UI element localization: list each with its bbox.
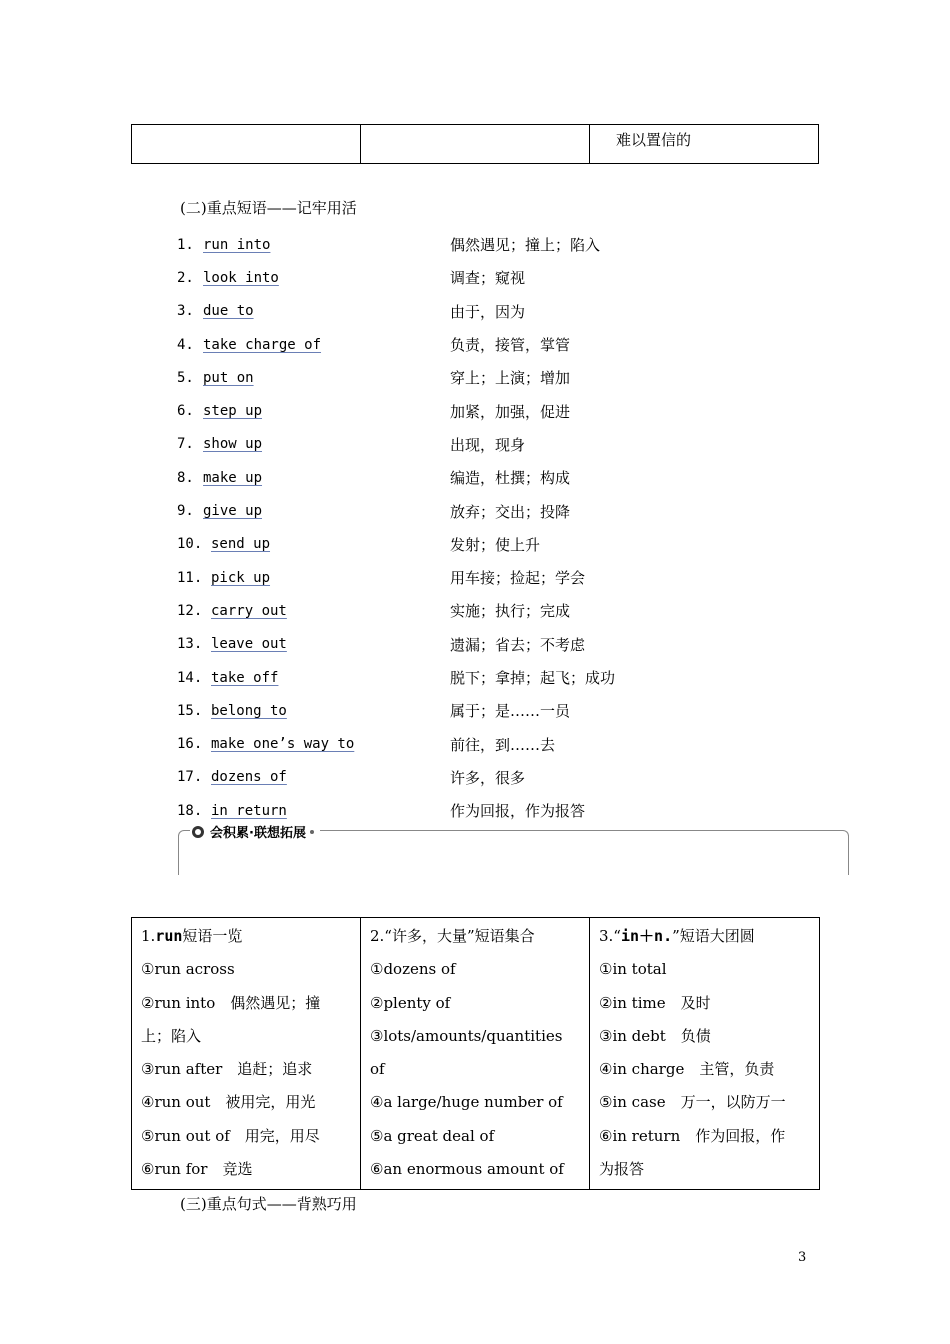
accumulation-box-title: 会积累·联想拓展 [210,826,306,841]
grid-col1-line: ③run after 追赶；追求 [141,1060,313,1079]
grid-col2-line: ②plenty of [370,993,451,1012]
dot-icon [310,830,314,834]
phrase-number: 10. [177,536,203,553]
phrase-english: leave out [211,636,287,653]
phrase-chinese: 脱下；拿掉；起飞；成功 [450,669,616,687]
grid-col3-line: ②in time 及时 [599,993,711,1012]
phrase-english: put on [203,369,254,386]
phrase-chinese: 放弃；交出；投降 [450,502,571,521]
grid-col1-head: 1.run短语一览 [141,927,243,945]
phrase-english: due to [203,303,254,320]
phrase-row [177,594,737,627]
phrase-row [177,261,737,294]
phrase-chinese: 加紧，加强，促进 [450,402,571,421]
phrase-english: look into [203,269,279,286]
grid-col2-line: ①dozens of [370,960,456,979]
phrase-number: 4. [177,336,194,353]
phrase-row [177,428,737,461]
phrase-number: 13. [177,636,203,653]
grid-col2-line: ⑥an enormous amount of [370,1160,564,1179]
phrase-chinese: 实施；执行；完成 [450,602,571,621]
phrase-chinese: 调查；窥视 [450,269,526,288]
phrase-chinese: 偶然遇见；撞上；陷入 [450,236,601,255]
phrase-english: carry out [211,602,287,619]
phrase-list [177,228,737,827]
page-number: 3 [798,1250,807,1265]
grid-col2-line: ③lots/amounts/quantities [370,1026,563,1045]
grid-col1-line: ⑤run out of 用完，用尽 [141,1126,320,1145]
grid-col3-line: ⑤in case 万一，以防万一 [599,1093,786,1112]
phrase-chinese: 作为回报，作为报答 [450,802,586,821]
grid-col3-line: 为报答 [599,1160,645,1179]
phrase-row [177,494,737,527]
phrase-row [177,561,737,594]
accumulation-box-label [190,822,320,841]
phrase-english: make up [203,469,263,486]
grid-col2-head: 2.“许多，大量”短语集合 [370,927,535,945]
phrase-extension-table [131,917,820,1190]
grid-col2-line: ④a large/huge number of [370,1093,563,1112]
phrase-number: 18. [177,802,203,819]
phrase-chinese: 遗漏；省去；不考虑 [450,635,586,654]
grid-col3-line: ④in charge 主管，负责 [599,1060,775,1079]
phrase-english: make one’s way to [211,736,355,753]
phrase-number: 15. [177,702,203,719]
grid-col1-line: ⑥run for 竞选 [141,1160,253,1179]
top-table-cell-1 [132,125,361,164]
grid-col1-line: ④run out 被用完，用光 [141,1093,316,1112]
phrase-row [177,295,737,328]
phrase-row [177,694,737,727]
grid-col3-line: ⑥in return 作为回报，作 [599,1126,786,1145]
phrase-english: take off [211,669,279,686]
phrase-english: pick up [211,569,271,586]
top-table-cell-2 [361,125,590,164]
grid-col1-line: 上；陷入 [141,1026,202,1045]
phrase-row [177,394,737,427]
phrase-english: show up [203,436,263,453]
phrase-chinese: 属于；是……一员 [450,702,571,721]
phrase-chinese: 负责，接管，掌管 [450,336,571,355]
grid-col-many [361,918,590,1190]
phrase-english: run into [203,236,271,253]
phrase-english: in return [211,802,287,819]
grid-col-run [132,918,361,1190]
phrase-number: 1. [177,236,194,253]
grid-col3-head: 3.“in＋n.”短语大团圆 [599,927,755,945]
phrase-number: 7. [177,436,194,453]
phrase-number: 5. [177,369,194,386]
phrase-chinese: 许多，很多 [450,768,526,787]
phrase-chinese: 用车接；捡起；学会 [450,569,586,588]
phrase-chinese: 发射；使上升 [450,535,541,554]
phrase-english: take charge of [203,336,322,353]
phrase-number: 3. [177,303,194,320]
phrase-number: 17. [177,769,203,786]
phrase-number: 12. [177,602,203,619]
phrase-chinese: 穿上；上演；增加 [450,369,571,388]
phrase-row [177,727,737,760]
grid-col3-line: ①in total [599,960,667,979]
phrase-english: belong to [211,702,287,719]
phrase-chinese: 出现，现身 [450,435,526,454]
phrase-number: 16. [177,736,203,753]
section-3-title: (三)重点句式——背熟巧用 [180,1195,357,1213]
phrase-english: give up [203,503,263,520]
phrase-number: 2. [177,269,194,286]
grid-col2-line: of [370,1060,385,1079]
phrase-row [177,528,737,561]
phrase-number: 9. [177,503,194,520]
phrase-row [177,228,737,261]
grid-col1-line: ②run into 偶然遇见；撞 [141,993,321,1012]
phrase-number: 14. [177,669,203,686]
section-2-title: (二)重点短语——记牢用活 [180,199,357,217]
phrase-chinese: 前往，到……去 [450,735,556,754]
top-table-cell-3: 难以置信的 [590,125,819,164]
phrase-chinese: 由于，因为 [450,302,526,321]
book-icon [192,826,204,838]
phrase-number: 6. [177,403,194,420]
phrase-row [177,661,737,694]
phrase-number: 11. [177,569,203,586]
grid-col1-line: ①run across [141,960,235,979]
phrase-row [177,328,737,361]
phrase-english: step up [203,403,263,420]
grid-col3-line: ③in debt 负债 [599,1026,711,1045]
phrase-chinese: 编造，杜撰；构成 [450,469,571,488]
phrase-row [177,461,737,494]
phrase-row [177,761,737,794]
phrase-english: send up [211,536,271,553]
top-vocab-table-fragment [131,124,819,164]
phrase-english: dozens of [211,769,287,786]
grid-col-in [590,918,820,1190]
grid-col2-line: ⑤a great deal of [370,1126,495,1145]
phrase-row [177,361,737,394]
phrase-number: 8. [177,469,194,486]
phrase-row [177,628,737,661]
